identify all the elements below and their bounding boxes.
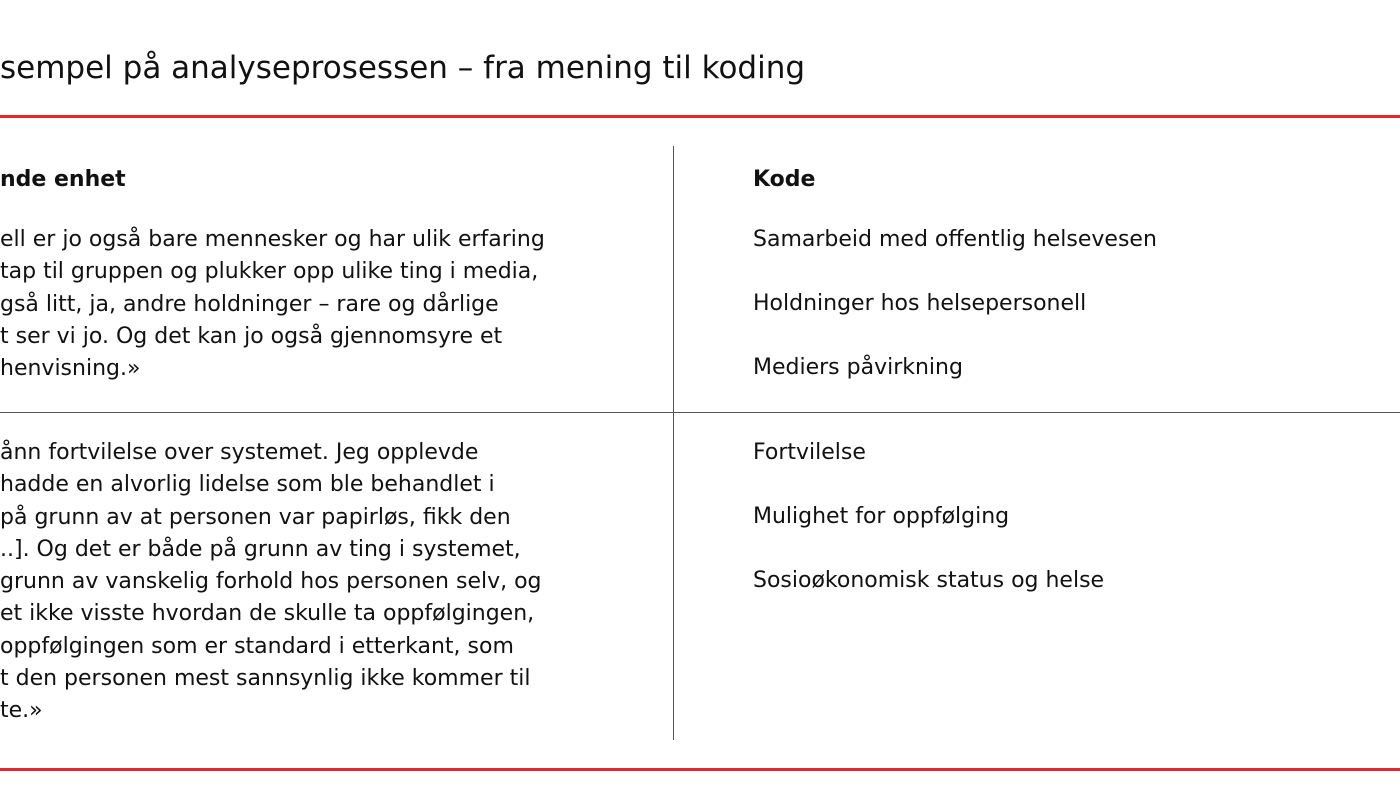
quote-line: oppfølgingen som er standard i etterkant, som: [0, 633, 514, 659]
page-title: sempel på analyseprosessen – fra mening til koding: [0, 50, 806, 86]
code-item: Fortvilelse: [753, 440, 866, 465]
code-item: Samarbeid med offentlig helsevesen: [753, 227, 1157, 252]
quote-line: gså litt, ja, andre holdninger – rare og dårlige: [0, 291, 499, 317]
quote-line: ..]. Og det er både på grunn av ting i systemet,: [0, 536, 521, 562]
quote-line: tap til gruppen og plukker opp ulike ting i media,: [0, 259, 539, 285]
quote-line: t ser vi jo. Og det kan jo også gjennomsyre et: [0, 323, 503, 349]
meaning-unit-header: nde enhet: [0, 167, 126, 192]
code-header: Kode: [753, 167, 816, 192]
quote-line: ell er jo også bare mennesker og har ulik erfaring: [0, 227, 545, 252]
quote-line: te.»: [0, 698, 43, 724]
code-item: Sosioøkonomisk status og helse: [753, 568, 1105, 593]
bottom-accent-rule: [0, 768, 1400, 771]
quote-line: et ikke visste hvordan de skulle ta oppfølgingen,: [0, 601, 535, 627]
meaning-unit-quote-1: [0, 224, 640, 385]
code-item: Mulighet for oppfølging: [753, 504, 1010, 529]
row-divider: [0, 412, 1400, 413]
quote-line: hadde en alvorlig lidelse som ble behandlet i: [0, 472, 495, 498]
column-divider: [673, 146, 674, 740]
code-item: Holdninger hos helsepersonell: [753, 291, 1087, 316]
quote-line: henvisning.»: [0, 356, 141, 382]
quote-line: grunn av vanskelig forhold hos personen selv, og: [0, 569, 542, 595]
quote-line: ånn fortvilelse over systemet. Jeg opplevde: [0, 440, 479, 465]
code-list-2: [753, 437, 1104, 629]
code-list-1: [753, 224, 1157, 416]
meaning-unit-quote-2: [0, 437, 640, 728]
quote-line: på grunn av at personen var papirløs, fikk den: [0, 504, 511, 530]
quote-line: t den personen mest sannsynlig ikke kommer til: [0, 666, 531, 692]
top-accent-rule: [0, 115, 1400, 118]
code-item: Mediers påvirkning: [753, 355, 963, 380]
